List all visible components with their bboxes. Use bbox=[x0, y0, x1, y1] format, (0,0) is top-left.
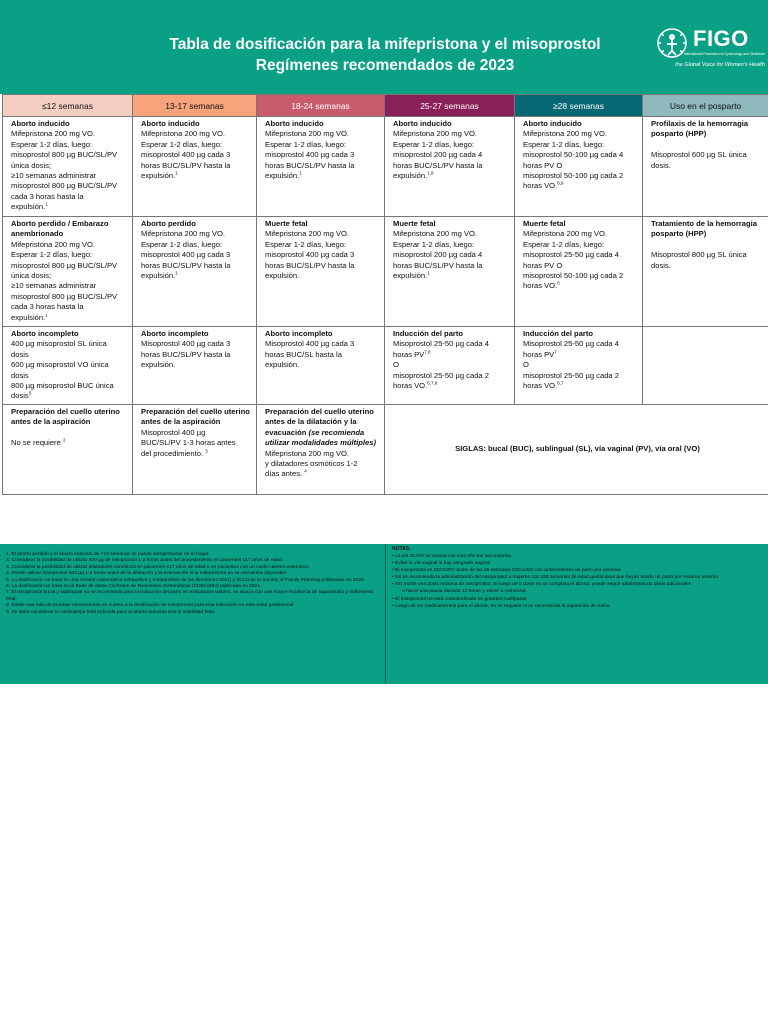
cell-line-wrap bbox=[11, 202, 126, 212]
cell-line: O bbox=[393, 360, 399, 370]
cell-line: dosis bbox=[11, 349, 29, 359]
page-title bbox=[150, 34, 620, 76]
footnote-ref: 7,8 bbox=[424, 349, 431, 355]
cell-line: misoprostol 800 µg BUC/SL/PV bbox=[11, 260, 118, 270]
cell-title: Aborto inducido bbox=[141, 119, 200, 128]
header-banner bbox=[0, 0, 768, 94]
cell-line: Esperar 1-2 días, luego: bbox=[523, 239, 605, 249]
cell-line-wrap bbox=[523, 281, 636, 291]
footnote-ref: 5 bbox=[28, 390, 32, 396]
cell-line: del procedimiento. bbox=[141, 448, 204, 458]
cell-spacer bbox=[11, 428, 126, 438]
table-cell bbox=[133, 217, 257, 327]
cell-line: Mifepristona 200 mg VO. bbox=[523, 129, 607, 139]
cell-line: días antes. bbox=[265, 469, 303, 479]
table-cell bbox=[3, 327, 133, 405]
cell-title: Aborto inducido bbox=[523, 119, 582, 128]
footnote-item: 2. Considerar la posibilidad de utilizar 400 µg de misoprostol 1-2 horas antes del procedimiento en pacientes ≤17 años de edad. bbox=[6, 558, 284, 564]
cell-line-wrap bbox=[393, 171, 508, 181]
table-cell bbox=[3, 117, 133, 217]
column-header-28-weeks: ≥28 semanas bbox=[515, 95, 643, 117]
table-row bbox=[3, 217, 768, 327]
note-item: • NO existe una dosis máxima de misoprostol. Si luego de 5 dosis no se completa el aborto, puede seguir administrando dosis adicionales bbox=[392, 582, 692, 588]
cell-line: Misoprostol 400 µg cada 3 bbox=[265, 339, 355, 349]
cell-line: horas VO. bbox=[523, 281, 558, 291]
cell-title: Aborto incompleto bbox=[141, 329, 209, 338]
footer-panel bbox=[0, 544, 768, 684]
cell-line: misoprostol 400 µg cada 3 bbox=[141, 150, 231, 160]
cell-line: horas BUC/SL/PV hasta la bbox=[141, 260, 231, 270]
table-cell bbox=[257, 405, 385, 495]
cell-line: misoprostol 50-100 µg cada 4 bbox=[523, 150, 624, 160]
cell-line bbox=[651, 140, 762, 150]
cell-line: Misoprostol 25-50 µg cada 4 bbox=[523, 339, 619, 349]
logo-tagline: the Global Voice for Women's Health bbox=[675, 62, 765, 68]
table-cell bbox=[515, 327, 643, 405]
notes-panel bbox=[385, 544, 768, 684]
column-header-18-24-weeks: 18-24 semanas bbox=[257, 95, 385, 117]
footnote-ref: 6 bbox=[557, 280, 560, 286]
cell-line-wrap bbox=[141, 171, 250, 181]
title-line-2: Regímenes recomendados de 2023 bbox=[255, 57, 515, 74]
cell-line: dosis bbox=[11, 391, 29, 401]
cell-line: Esperar 1-2 días, luego: bbox=[265, 139, 347, 149]
footnote-ref: 2 bbox=[62, 437, 66, 443]
cell-line: dosis bbox=[11, 370, 29, 380]
cell-line: Esperar 1-2 días, luego: bbox=[11, 139, 93, 149]
cell-line: Esperar 1-2 días, luego: bbox=[393, 139, 475, 149]
cell-line: ≥10 semanas administrar bbox=[11, 281, 97, 291]
cell-line: dosis. bbox=[651, 160, 671, 170]
cell-title: Aborto inducido bbox=[11, 119, 70, 128]
footnote-ref: 1 bbox=[175, 270, 178, 276]
footnote-ref: 4 bbox=[304, 468, 307, 474]
cell-line: expulsión. bbox=[141, 171, 176, 181]
footnote-ref: 1 bbox=[45, 312, 48, 318]
cell-line-wrap bbox=[11, 391, 126, 401]
cell-line: horas VO. bbox=[523, 381, 558, 391]
cell-line: horas BUC/SL/PV hasta la bbox=[141, 160, 231, 170]
cell-line: horas PV O bbox=[523, 260, 563, 270]
cell-line: expulsión. bbox=[141, 360, 176, 370]
cell-line: Misoprostol 800 µg SL única bbox=[651, 250, 747, 260]
cell-line: cada 3 horas hasta la bbox=[11, 191, 84, 201]
logo-subtitle: International Federation of Gynecology and Obstetrics bbox=[683, 52, 765, 56]
title-line-1: Tabla de dosificación para la mifepristona y el misoprostol bbox=[169, 36, 601, 53]
cell-line: 800 µg misoprostol BUC única bbox=[11, 381, 114, 391]
cell-line: cada 3 horas hasta la bbox=[11, 302, 84, 312]
table-cell bbox=[133, 117, 257, 217]
footnote-ref: 1,9 bbox=[427, 170, 434, 176]
cell-line: Misoprostol 600 µg SL única bbox=[651, 150, 747, 160]
footnote-ref: 6,9 bbox=[557, 180, 564, 186]
cell-line: misoprostol 400 µg cada 3 bbox=[265, 250, 355, 260]
cell-title: Preparación del cuello uterino antes de la aspiración bbox=[141, 407, 250, 427]
cell-line: expulsión. bbox=[11, 202, 46, 212]
note-item: • La vía SL/VO se asocia con más efectos secundarios. bbox=[392, 554, 513, 559]
table-cell bbox=[133, 405, 257, 495]
cell-line: horas BUC/SL/PV hasta la bbox=[265, 260, 355, 270]
table-cell bbox=[385, 117, 515, 217]
cell-title: Aborto incompleto bbox=[11, 329, 79, 338]
cell-title: Preparación del cuello uterino antes de la aspiración bbox=[11, 407, 120, 427]
footnote-ref: 1 bbox=[175, 170, 178, 176]
table-cell bbox=[515, 217, 643, 327]
cell-title: Aborto inducido bbox=[265, 119, 324, 128]
cell-line: misoprostol 400 µg cada 3 bbox=[265, 150, 355, 160]
figo-logo bbox=[655, 26, 765, 76]
cell-line: Esperar 1-2 días, luego: bbox=[11, 250, 93, 260]
footnotes-list bbox=[0, 544, 384, 684]
cell-line: Mifepristona 200 mg VO. bbox=[393, 129, 477, 139]
cell-line: Esperar 1-2 días, luego: bbox=[141, 139, 223, 149]
cell-title: Muerte fetal bbox=[393, 219, 436, 228]
cell-line bbox=[651, 240, 762, 250]
cell-line: 400 µg misoprostol SL única bbox=[11, 339, 107, 349]
table-row bbox=[3, 117, 768, 217]
table-cell bbox=[133, 327, 257, 405]
cell-line: Esperar 1-2 días, luego: bbox=[265, 239, 347, 249]
cell-line-wrap bbox=[523, 381, 636, 391]
cell-title: Aborto perdido / Embarazo anembrionado bbox=[11, 219, 109, 239]
cell-line bbox=[393, 350, 508, 360]
table-cell bbox=[385, 217, 515, 327]
table-cell bbox=[643, 117, 768, 217]
cell-line-wrap bbox=[265, 171, 378, 181]
footnote-item: 3. Considerar la posibilidad de utilizar dilatadores osmóticos en pacientes ≤17 años de edad o en pacientes con un cuello uterino estenótico. bbox=[6, 564, 311, 570]
cell-title: Aborto inducido bbox=[393, 119, 452, 128]
cell-line-wrap bbox=[11, 313, 126, 323]
cell-line: Mifepristona 200 mg VO. bbox=[11, 129, 95, 139]
cell-line: misoprostol 25-50 µg cada 4 bbox=[523, 250, 619, 260]
cell-line: Mifepristona 200 mg VO. bbox=[11, 239, 95, 249]
dosing-table bbox=[2, 94, 768, 495]
footnote-item: 9. Se debe considerar la cardioplejía fetal inducida para el aborto inducido tras la viabilidad fetal. bbox=[6, 609, 216, 615]
table-cell bbox=[3, 217, 133, 327]
cell-line: Misoprostol 400 µg cada 3 bbox=[141, 339, 231, 349]
cell-line: Mifepristona 200 mg VO. bbox=[141, 129, 225, 139]
cell-line bbox=[523, 350, 636, 360]
cell-line: horas BUC/SL/PV hasta la bbox=[393, 260, 483, 270]
cell-line-wrap bbox=[393, 381, 508, 391]
cell-line: misoprostol 200 µg cada 4 bbox=[393, 250, 483, 260]
cell-line: expulsión. bbox=[265, 271, 300, 281]
cell-line: horas VO. bbox=[393, 381, 428, 391]
cell-line: 600 µg misoprostol VO única bbox=[11, 360, 109, 370]
cell-line-wrap bbox=[393, 271, 508, 281]
cell-title: Aborto perdido bbox=[141, 219, 196, 228]
table-cell bbox=[257, 117, 385, 217]
cell-line: dosis. bbox=[651, 260, 671, 270]
cell-line: ≥10 semanas administrar bbox=[11, 171, 97, 181]
cell-line: O bbox=[523, 360, 529, 370]
cell-line: Misoprostol 400 µg bbox=[141, 427, 206, 437]
note-item: o hacer una pausa durante 12 horas y volver a comenzar. bbox=[402, 589, 528, 595]
note-item: • No se recomienda la administración del misoprostol a mujeres con ≥28 semanas de edad gestacional que hayan tenido un parto por cesárea anterior. bbox=[392, 575, 720, 581]
footnote-item: 4. Puede utilizar misoprostol 400 µg 1-2 horas antes de la dilatación y la evacuación si la mifepristona no se encuentra disponible. bbox=[6, 571, 288, 577]
notes-list bbox=[392, 553, 762, 610]
footnote-ref: 6,7 bbox=[557, 380, 564, 386]
table-cell bbox=[3, 405, 133, 495]
cell-line: expulsión. bbox=[393, 171, 428, 181]
cell-line: expulsión. bbox=[265, 171, 300, 181]
footnote-item: 5. La dosificación se basa en una revisión sistemática exhaustiva y metaanálisis de las directrices 2011) y 2013) de la Society of Family Planning publicadas en 2020. bbox=[6, 577, 366, 583]
column-header-13-17-weeks: 13-17 semanas bbox=[133, 95, 257, 117]
cell-title: Inducción del parto bbox=[523, 329, 594, 338]
table-cell bbox=[643, 327, 768, 405]
cell-line: No se requiere bbox=[11, 438, 61, 448]
cell-line: Esperar 1-2 días, luego: bbox=[523, 139, 605, 149]
cell-line: misoprostol 200 µg cada 4 bbox=[393, 150, 483, 160]
cell-title-italic: (se recomienda utilizar modalidades múltiples) bbox=[265, 427, 376, 448]
cell-title: Aborto incompleto bbox=[265, 329, 333, 338]
cell-line: expulsión. bbox=[393, 271, 428, 281]
cell-title: Tratamiento de la hemorragia posparto (HPP) bbox=[651, 219, 757, 239]
cell-title: Muerte fetal bbox=[265, 219, 308, 228]
cell-title: Profilaxis de la hemorragia posparto (HPP) bbox=[651, 119, 749, 139]
footnote-ref: 1 bbox=[45, 201, 48, 207]
cell-line: Esperar 1-2 días, luego: bbox=[393, 239, 475, 249]
table-row bbox=[3, 327, 768, 405]
footnote-item: 8. Existe una falta de pruebas convincentes en cuanto a la dosificación de misoprostol para esta indicación en esta edad gestacional. bbox=[6, 603, 295, 609]
cell-line-text: horas PV bbox=[393, 349, 425, 359]
logo-text: FIGO bbox=[693, 26, 749, 51]
cell-line: misoprostol 800 µg BUC/SL/PV bbox=[11, 150, 118, 160]
cell-line: expulsión. bbox=[11, 312, 46, 322]
cell-title: Inducción del parto bbox=[393, 329, 464, 338]
cell-line: expulsión. bbox=[141, 271, 176, 281]
cell-line: horas BUC/SL/PV hasta la bbox=[393, 160, 483, 170]
cell-title-text: Preparación del cuello uterino antes de la dilatación y la evacuación bbox=[265, 407, 374, 437]
cell-line: misoprostol 800 µg BUC/SL/PV bbox=[11, 181, 118, 191]
note-item: • Evitar la vía vaginal si hay sangrado vaginal. bbox=[392, 561, 492, 567]
cell-line-wrap bbox=[523, 181, 636, 191]
footnote-ref: 1 bbox=[299, 170, 302, 176]
column-header-25-27-weeks: 25-27 semanas bbox=[385, 95, 515, 117]
notes-title: NOTAS: bbox=[392, 546, 411, 552]
cell-line: horas BUC/SL/PV hasta la bbox=[141, 349, 231, 359]
abbreviations-legend: SIGLAS: bucal (BUC), sublingual (SL), vía vaginal (PV), vía oral (VO) bbox=[385, 405, 768, 495]
cell-line: misoprostol 800 µg BUC/SL/PV bbox=[11, 291, 118, 301]
cell-line: misoprostol 50-100 µg cada 2 bbox=[523, 171, 624, 181]
cell-line-wrap bbox=[141, 271, 250, 281]
cell-line: expulsión. bbox=[265, 360, 300, 370]
cell-line: Mifepristona 200 mg VO. bbox=[523, 229, 607, 239]
footnote-item: 1. El aborto perdido y el aborto inducido de <12 semanas se puede autogestionar en el hogar. bbox=[6, 552, 210, 557]
cell-line: horas BUC/SL/PV hasta la bbox=[265, 160, 355, 170]
cell-line: única dosis; bbox=[11, 271, 52, 281]
cell-line: horas BUC/SL hasta la bbox=[265, 349, 342, 359]
cell-line-text: horas PV bbox=[523, 349, 555, 359]
table-cell bbox=[257, 327, 385, 405]
table-row bbox=[3, 405, 768, 495]
footnote-ref: 6,7,8 bbox=[427, 380, 438, 386]
column-header-12-weeks: ≤12 semanas bbox=[3, 95, 133, 117]
cell-line: Misoprostol 25-50 µg cada 4 bbox=[393, 339, 489, 349]
cell-line: BUC/SL/PV 1-3 horas antes bbox=[141, 438, 236, 448]
column-header-postpartum: Uso en el posparto bbox=[643, 95, 768, 117]
cell-line: Esperar 1-2 días, luego: bbox=[141, 239, 223, 249]
cell-line: horas VO. bbox=[523, 181, 558, 191]
cell-line: Mifepristona 200 mg VO. bbox=[141, 229, 225, 239]
cell-line: misoprostol 25-50 µg cada 2 bbox=[523, 370, 619, 380]
cell-line: Mifepristona 200 mg VO. bbox=[265, 129, 349, 139]
cell-title: Muerte fetal bbox=[523, 219, 566, 228]
footnote-ref: 3 bbox=[205, 448, 208, 454]
table-cell bbox=[643, 217, 768, 327]
cell-line: única dosis; bbox=[11, 160, 52, 170]
footnote-ref: 7 bbox=[554, 349, 557, 355]
cell-line: Mifepristona 200 mg VO. bbox=[393, 229, 477, 239]
cell-line: y dilatadores osmóticos 1-2 bbox=[265, 459, 358, 469]
dosing-table-wrapper bbox=[2, 94, 768, 495]
note-item: • Luego de los medicamentos para el aborto, no se requiere ni se recomienda la aspiración de rutina. bbox=[392, 603, 611, 609]
cell-line: misoprostol 50-100 µg cada 2 bbox=[523, 271, 624, 281]
note-item: • El misoprostol es SEGURO antes de las 28 semanas INCLUSO con antecedentes de parto por cesárea. bbox=[392, 568, 622, 574]
table-cell bbox=[385, 327, 515, 405]
cell-title bbox=[265, 407, 378, 449]
cell-line: misoprostol 25-50 µg cada 2 bbox=[393, 370, 489, 380]
table-cell bbox=[257, 217, 385, 327]
cell-line: Mifepristona 200 mg VO. bbox=[265, 229, 349, 239]
table-header-row bbox=[3, 95, 768, 117]
note-item: • El misoprostol no está contraindicado en grandes multíparas. bbox=[392, 596, 528, 602]
cell-line: horas PV O bbox=[523, 160, 563, 170]
cell-line: misoprostol 400 µg cada 3 bbox=[141, 250, 231, 260]
footnote-item: 6. La dosificación se basa en la Base de datos Cochrane de Revisiones Sistemáticas (CD014484) publicada en 2021. bbox=[6, 584, 262, 590]
table-cell bbox=[515, 117, 643, 217]
footnote-item: 7. El misoprostol bucal y sublingual no se recomienda para la inducción del parto en embarazos viables, se asocia con una mayor incidencia de taquisistolia y sufrimiento fetal. bbox=[6, 590, 374, 602]
footnote-ref: 1 bbox=[427, 270, 430, 276]
cell-line: Mifepristona 200 mg VO. bbox=[265, 448, 349, 458]
